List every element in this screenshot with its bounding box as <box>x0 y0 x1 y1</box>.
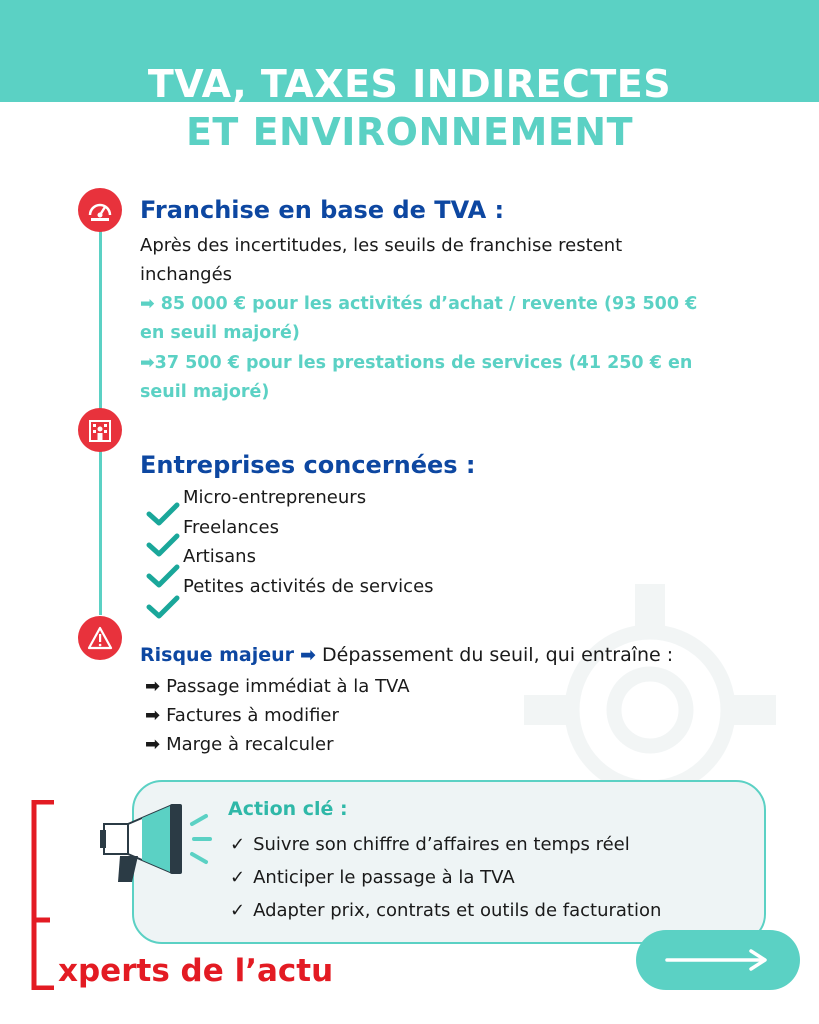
check-icon <box>146 595 180 619</box>
arrow-right-icon: ➡ <box>145 734 161 755</box>
page-title-line1: TVA, TAXES INDIRECTES <box>147 62 672 106</box>
check-icon <box>146 502 180 526</box>
action-item <box>230 900 661 921</box>
building-icon <box>78 408 122 452</box>
action-item <box>230 834 630 855</box>
risque-heading: Risque majeur <box>140 644 294 666</box>
list-item <box>145 676 410 697</box>
list-item <box>145 705 339 726</box>
brand-logo-text: xperts de l’actu <box>58 953 334 989</box>
arrow-right-icon <box>663 948 773 972</box>
page-title-line2: ET ENVIRONNEMENT <box>185 110 634 154</box>
list-item: Micro-entrepreneurs <box>183 487 367 508</box>
risque-heading-row <box>140 644 673 666</box>
risque-heading-rest: Dépassement du seuil, qui entraîne : <box>322 644 674 666</box>
franchise-item1-line1: ➡ 85 000 € pour les activités d’achat / revente (93 500 € <box>140 294 698 314</box>
arrow-right-icon: ➡ <box>145 705 161 726</box>
check-icon <box>146 564 180 588</box>
list-item: Artisans <box>183 546 256 567</box>
brand-logo-bracket <box>30 800 56 990</box>
gauge-icon <box>78 188 122 232</box>
checkmark-icon: ✓ <box>230 867 246 888</box>
franchise-intro-line2: inchangés <box>140 264 233 285</box>
checkmark-icon: ✓ <box>230 834 246 855</box>
action-item-label: Adapter prix, contrats et outils de facturation <box>253 900 662 921</box>
list-item: Petites activités de services <box>183 576 434 597</box>
franchise-intro-line1: Après des incertitudes, les seuils de franchise restent <box>140 235 623 256</box>
check-icon <box>146 533 180 557</box>
action-item <box>230 867 515 888</box>
franchise-item2-line2: seuil majoré) <box>140 382 270 402</box>
megaphone-icon <box>100 800 215 890</box>
franchise-item1-line2: en seuil majoré) <box>140 323 300 343</box>
list-item-label: Factures à modifier <box>166 705 339 726</box>
arrow-right-icon: ➡ <box>145 676 161 697</box>
franchise-item2-line1: ➡37 500 € pour les prestations de services (41 250 € en <box>140 353 693 373</box>
list-item: Freelances <box>183 517 279 538</box>
list-item-label: Marge à recalculer <box>166 734 334 755</box>
arrow-right-icon: ➡ <box>300 644 316 666</box>
checkmark-icon: ✓ <box>230 900 246 921</box>
warning-icon <box>78 616 122 660</box>
action-item-label: Anticiper le passage à la TVA <box>253 867 515 888</box>
franchise-heading: Franchise en base de TVA : <box>140 196 505 224</box>
action-item-label: Suivre son chiffre d’affaires en temps réel <box>253 834 630 855</box>
entreprises-heading: Entreprises concernées : <box>140 451 476 479</box>
list-item <box>145 734 334 755</box>
list-item-label: Passage immédiat à la TVA <box>166 676 410 697</box>
next-button[interactable] <box>636 930 800 990</box>
action-title: Action clé : <box>228 798 348 820</box>
